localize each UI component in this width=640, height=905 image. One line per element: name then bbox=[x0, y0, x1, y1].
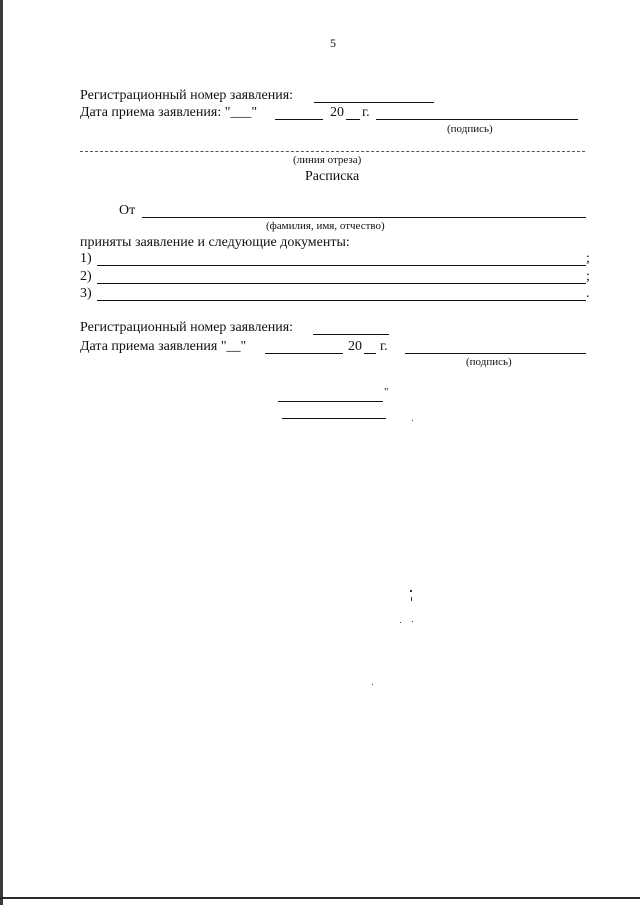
date-year-suffix: г. bbox=[362, 105, 370, 120]
reg-number-line-2 bbox=[313, 334, 389, 335]
date-month-line bbox=[275, 119, 323, 120]
date-label-2: Дата приема заявления "__" bbox=[80, 339, 247, 354]
accepted-text: приняты заявление и следующие документы: bbox=[80, 235, 350, 250]
document-item-1-number: 1) bbox=[80, 251, 92, 266]
speck bbox=[411, 597, 412, 601]
stray-line-1 bbox=[278, 401, 383, 402]
speck bbox=[400, 622, 401, 623]
document-item-2-end: ; bbox=[586, 269, 590, 284]
from-label: От bbox=[119, 203, 136, 218]
date-month-line-2 bbox=[265, 353, 343, 354]
reg-number-label: Регистрационный номер заявления: bbox=[80, 88, 294, 103]
document-item-1-line bbox=[97, 265, 586, 266]
date-year-prefix-2: 20 bbox=[348, 339, 362, 354]
document-item-3-end: . bbox=[586, 286, 590, 301]
stray-quote: " bbox=[384, 386, 389, 398]
cut-line-caption: (линия отреза) bbox=[293, 154, 362, 166]
document-item-3-line bbox=[97, 300, 586, 301]
fio-caption: (фамилия, имя, отчество) bbox=[266, 220, 385, 232]
date-year-prefix: 20 bbox=[330, 105, 344, 120]
speck bbox=[410, 590, 412, 592]
scan-left-edge bbox=[0, 0, 3, 905]
reg-number-label-2: Регистрационный номер заявления: bbox=[80, 320, 294, 335]
receipt-title: Расписка bbox=[305, 169, 360, 184]
page-number: 5 bbox=[330, 36, 336, 50]
fio-line bbox=[142, 217, 586, 218]
signature-caption: (подпись) bbox=[447, 123, 493, 135]
document-item-2-line bbox=[97, 283, 586, 284]
document-item-3-number: 3) bbox=[80, 286, 92, 301]
document-item-2-number: 2) bbox=[80, 269, 92, 284]
reg-number-line bbox=[314, 102, 434, 103]
signature-caption-2: (подпись) bbox=[466, 356, 512, 368]
cut-line bbox=[80, 151, 585, 152]
document-item-1-end: ; bbox=[586, 251, 590, 266]
date-year-line-2 bbox=[364, 353, 376, 354]
stray-line-2 bbox=[282, 418, 386, 419]
signature-line-2 bbox=[405, 353, 586, 354]
speck bbox=[412, 420, 413, 421]
speck bbox=[372, 684, 373, 685]
speck bbox=[412, 621, 413, 622]
signature-line bbox=[376, 119, 578, 120]
date-year-line bbox=[346, 119, 360, 120]
date-year-suffix-2: г. bbox=[380, 339, 388, 354]
scan-bottom-edge bbox=[0, 897, 640, 899]
date-label: Дата приема заявления: "___" bbox=[80, 105, 258, 120]
